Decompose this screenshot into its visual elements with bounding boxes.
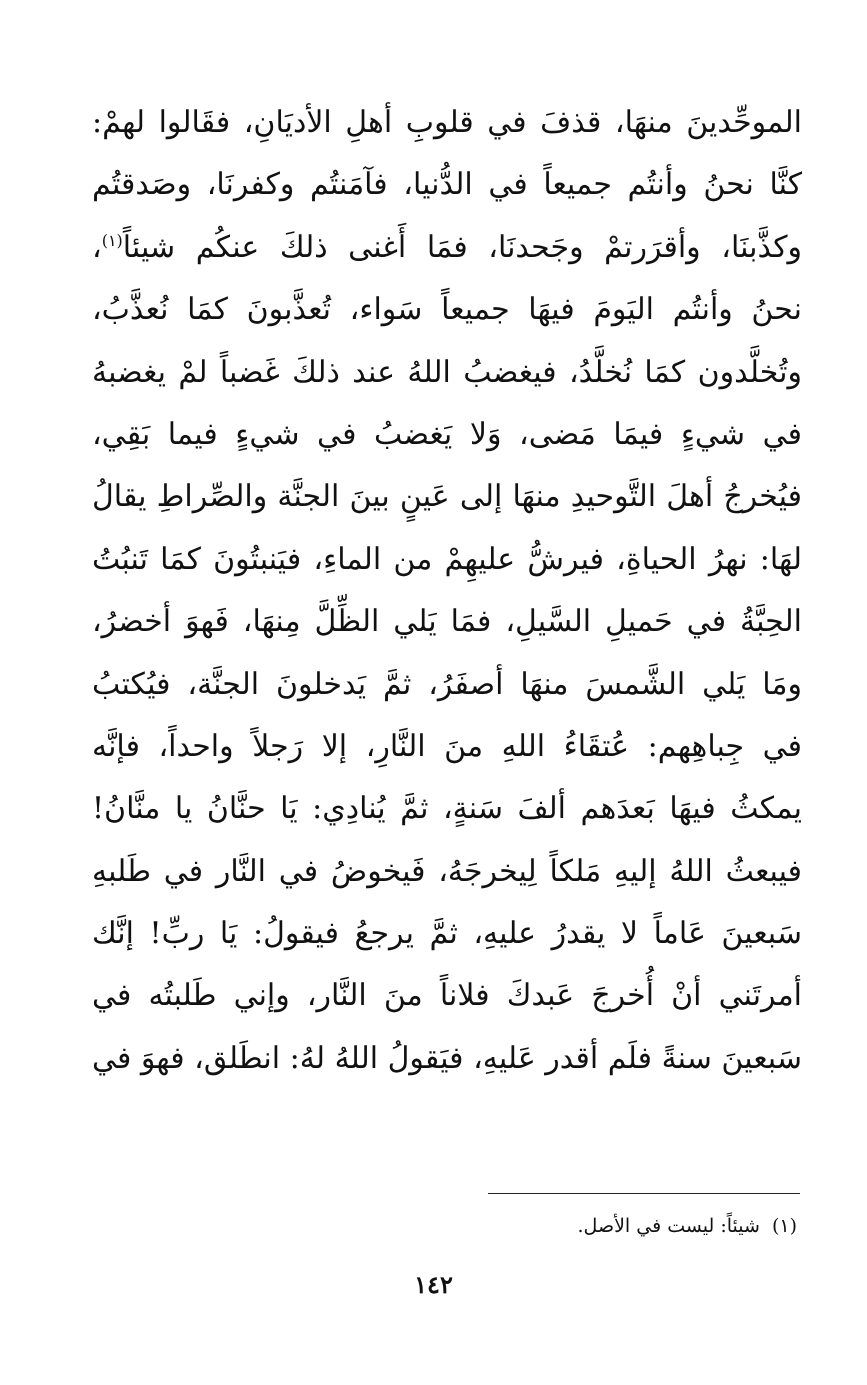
text-line-3-body: وكذَّبنَا، وأقرَرتمْ وجَحدنَا، فمَا أَغنى ذلكَ عنكُم شيئاً: [122, 229, 802, 265]
footnote-number: (١): [771, 1215, 797, 1237]
text-line-3: [92, 217, 802, 279]
text-line-2: كنَّا نحنُ وأنتُم جميعاً في الدُّنيا، فآمَنتُم وكفرنَا، وصَدقتُم: [92, 167, 802, 203]
footnote-reference[interactable]: (١): [101, 230, 123, 250]
text-line-3-tail: ،: [92, 229, 102, 265]
footnote: [578, 1206, 797, 1246]
text-line-15: أمرتَني أنْ أُخرجَ عَبدكَ فلاناً منَ النَّار، وإني طَلبتُه في: [92, 978, 802, 1014]
text-line-8: لهَا: نهرُ الحياةِ، فيرشُّ عليهِمْ من الماءِ، فيَنبتُونَ كمَا تَنبُتُ: [92, 541, 802, 577]
text-line-7: فيُخرجُ أهلَ التَّوحيدِ منهَا إلى عَينٍ بينَ الجنَّة والصِّراطِ يقالُ: [92, 479, 802, 515]
footnote-separator: [488, 1193, 800, 1194]
text-line-4: نحنُ وأنتُم اليَومَ فيهَا جميعاً سَواء، تُعذَّبونَ كمَا نُعذَّبُ،: [92, 292, 802, 328]
text-line-10: ومَا يَلي الشَّمسَ منهَا أصفَرُ، ثمَّ يَدخلونَ الجنَّة، فيُكتبُ: [92, 666, 802, 702]
text-line-16: سَبعينَ سنةً فلَم أقدر عَليهِ، فيَقولُ اللهُ لهُ: انطَلق، فهوَ في: [92, 1040, 802, 1076]
text-line-13: فيبعثُ اللهُ إليهِ مَلكاً لِيخرجَهُ، فَيخوضُ في النَّار في طَلبهِ: [92, 853, 802, 889]
text-line-12: يمكثُ فيهَا بَعدَهم ألفَ سَنةٍ، ثمَّ يُنادِي: يَا حنَّانُ يا منَّانُ!: [92, 791, 802, 827]
text-line-6: في شيءٍ فيمَا مَضى، وَلا يَغضبُ في شيءٍ فيما بَقِي،: [92, 416, 802, 452]
text-line-9: الحِبَّةُ في حَميلِ السَّيلِ، فمَا يَلي الظِّلَّ مِنهَا، فَهوَ أخضرُ،: [92, 604, 802, 640]
page-number: ١٤٢: [414, 1270, 453, 1299]
footnote-text: شيئاً: ليست في الأصل.: [577, 1215, 760, 1237]
text-line-1: الموحِّدينَ منهَا، قذفَ في قلوبِ أهلِ الأديَانِ، فقَالوا لهمْ:: [92, 105, 802, 140]
text-line-11: في جِباهِهم: عُتقَاءُ اللهِ منَ النَّارِ، إلا رَجلاً واحداً، فإنَّه: [92, 728, 802, 764]
main-text: [92, 92, 802, 1090]
text-line-5: وتُخلَّدون كمَا نُخلَّدُ، فيغضبُ اللهُ عند ذلكَ غَضباً لمْ يغضبهُ: [92, 354, 802, 390]
text-line-14: سَبعينَ عَاماً لا يقدرُ عليهِ، ثمَّ يرجعُ فيقولُ: يَا ربِّ! إنَّك: [92, 916, 802, 952]
